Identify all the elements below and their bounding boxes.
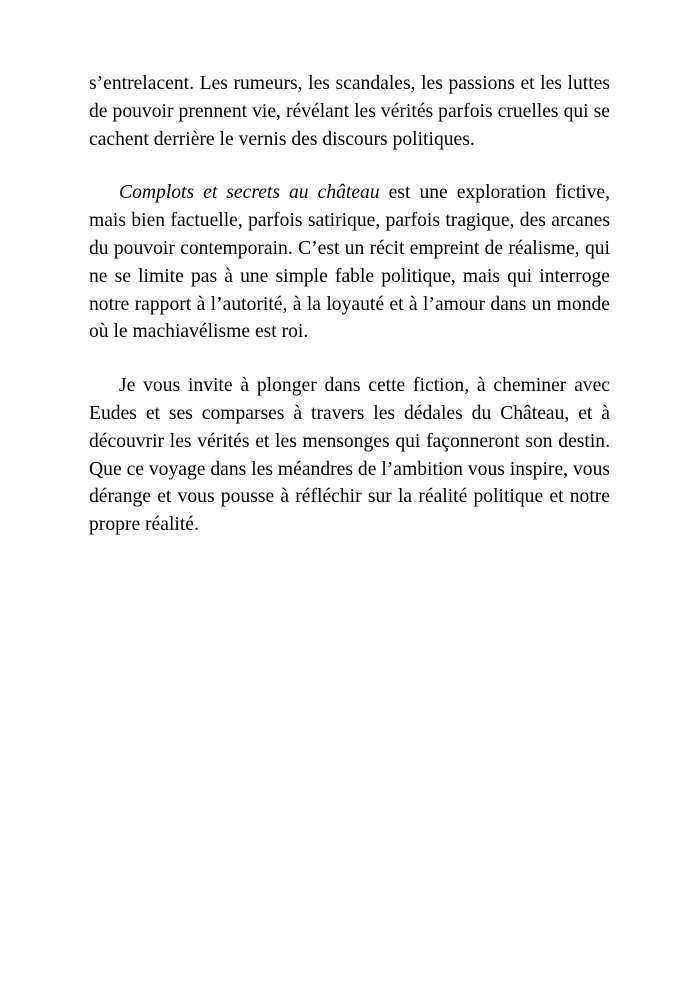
paragraph-2-text: est une exploration fictive, mais bien factuelle, parfois satirique, parfois tragique, des arcanes du pouvoir contemporain. C’est un récit empreint de réalisme, qui ne se limite pas à une simple fable politique, mais qui interroge notre rapport à l’autorité, à la loyauté et à l’amour dans un monde où le machiavélisme est roi. [89,182,610,343]
paragraph-2 [89,179,610,346]
paragraph-1-text: s’entrelacent. Les rumeurs, les scandales, les passions et les luttes de pouvoir prennent vie, révélant les vérités parfois cruelles qui se cachent derrière le vernis des discours politiques. [89,73,610,150]
paragraph-1 [89,70,610,153]
paragraph-3-text: Je vous invite à plonger dans cette fiction, à cheminer avec Eudes et ses comparses à travers les dédales du Château, et à découvrir les vérités et les mensonges qui façonneront son destin. Que ce voyage dans les méandres de l’ambition vous inspire, vous dérange et vous pousse à réfléchir sur la réalité politique et notre propre réalité. [89,375,610,536]
book-title: Complots et secrets au château [119,182,380,204]
body-text [89,70,610,539]
paragraph-3 [89,372,610,539]
